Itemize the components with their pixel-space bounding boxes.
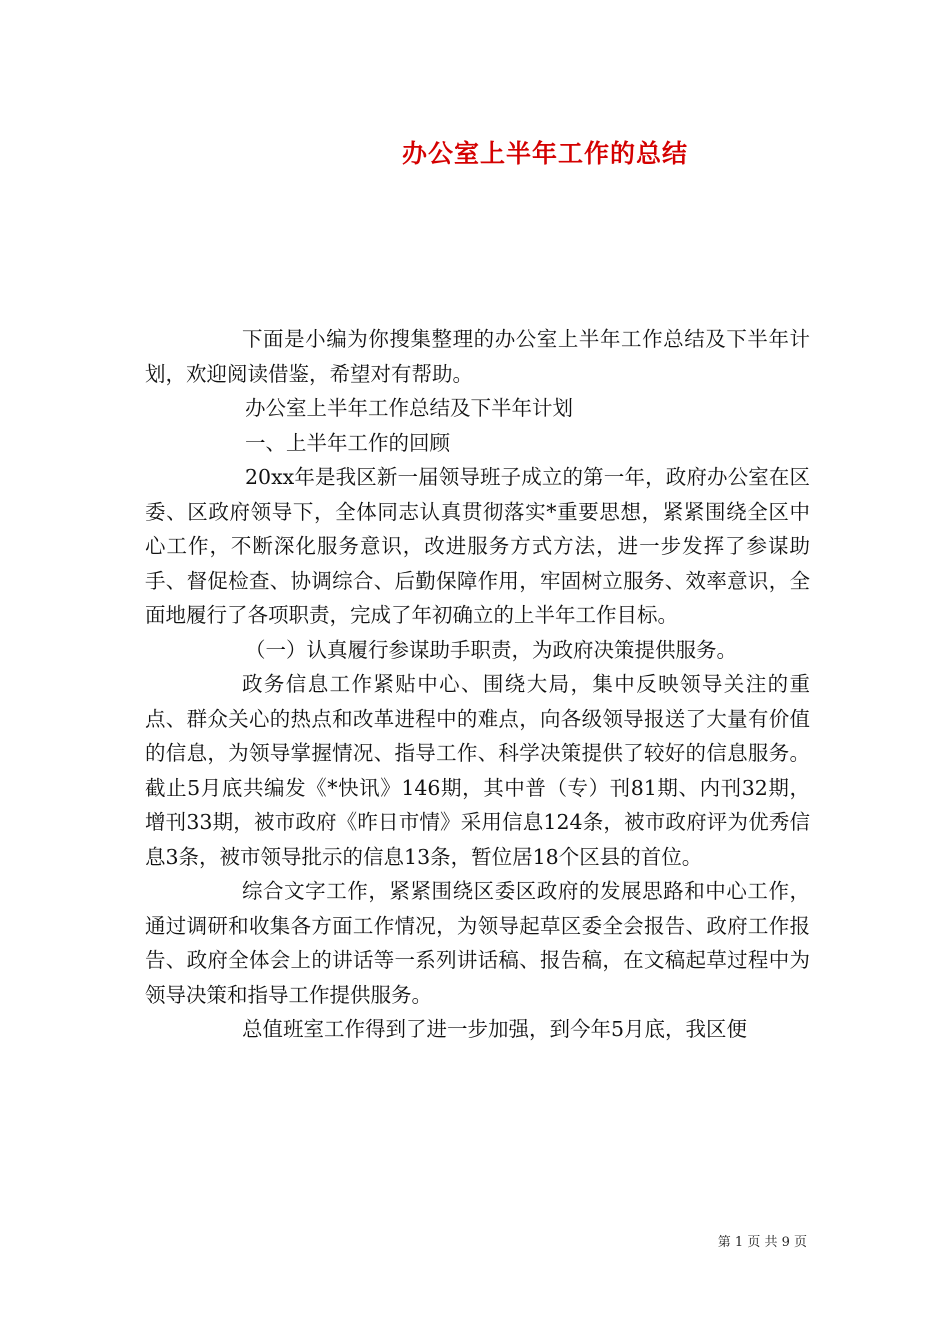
document-body xyxy=(145,322,810,1047)
subsection-heading: （一）认真履行参谋助手职责，为政府决策提供服务。 xyxy=(245,637,737,662)
page-number-footer: 第 1 页 共 9 页 xyxy=(717,1235,807,1250)
intro-paragraph: 下面是小编为你搜集整理的办公室上半年工作总结及下半年计划，欢迎阅读借鉴，希望对有帮助。 xyxy=(145,327,810,386)
body-paragraph: 综合文字工作，紧紧围绕区委区政府的发展思路和中心工作，通过调研和收集各方面工作情况，为领导起草区委全会报告、政府工作报告、政府全体会上的讲话等一系列讲话稿、报告稿，在文稿起草过程中为领导决策和指导工作提供服务。 xyxy=(145,879,810,1007)
body-paragraph: 20xx年是我区新一届领导班子成立的第一年，政府办公室在区委、区政府领导下，全体同志认真贯彻落实*重要思想，紧紧围绕全区中心工作，不断深化服务意识，改进服务方式方法，进一步发挥了参谋助手、督促检查、协调综合、后勤保障作用，牢固树立服务、效率意识，全面地履行了各项职责，完成了年初确立的上半年工作目标。 xyxy=(145,465,810,627)
document-title: 办公室上半年工作的总结 xyxy=(401,139,688,168)
body-paragraph: 总值班室工作得到了进一步加强，到今年5月底，我区便 xyxy=(242,1017,748,1041)
section-heading: 一、上半年工作的回顾 xyxy=(245,430,450,455)
body-paragraph: 政务信息工作紧贴中心、围绕大局，集中反映领导关注的重点、群众关心的热点和改革进程中的难点，向各级领导报送了大量有价值的信息，为领导掌握情况、指导工作、科学决策提供了较好的信息服务。截止5月底共编发《*快讯》146期，其中普（专）刊81期、内刊32期，增刊33期，被市政府《昨日市情》采用信息124条，被市政府评为优秀信息3条，被市领导批示的信息13条，暂位居18个区县的首位。 xyxy=(145,672,810,869)
subtitle-paragraph: 办公室上半年工作总结及下半年计划 xyxy=(245,396,573,420)
